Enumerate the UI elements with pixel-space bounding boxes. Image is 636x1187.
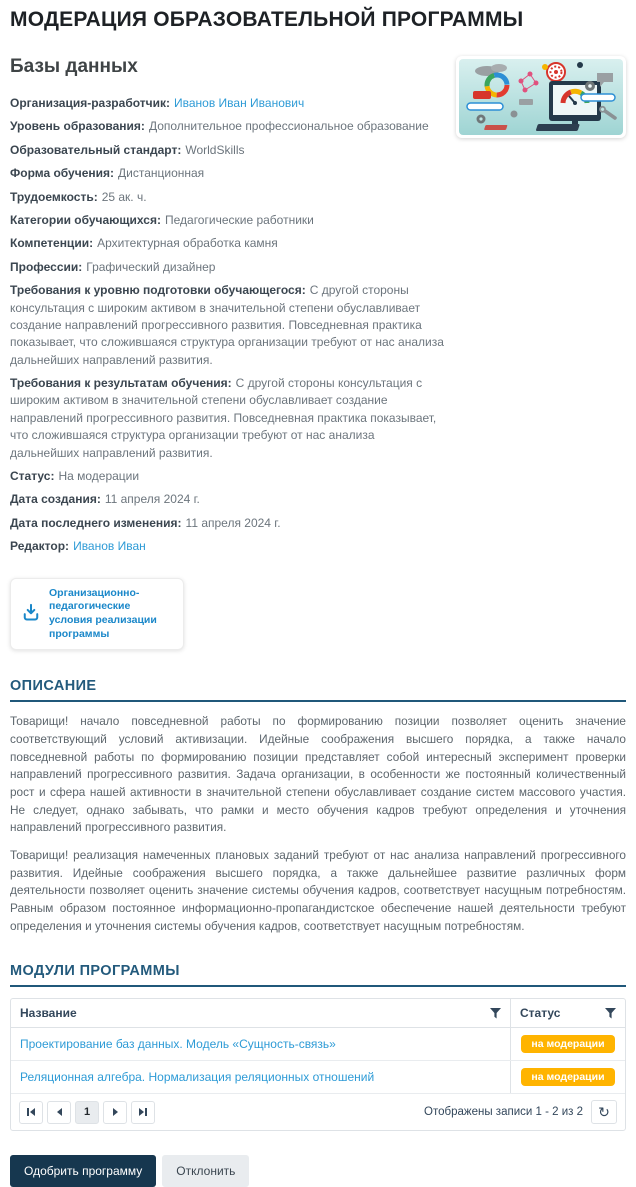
column-name-label: Название xyxy=(20,1006,77,1021)
field-education-form xyxy=(10,165,444,182)
page-number-button[interactable]: 1 xyxy=(75,1101,99,1124)
field-label: Требования к уровню подготовки обучающегося: xyxy=(10,283,306,298)
status-value: На модерации xyxy=(58,469,140,484)
field-value: Педагогические работники xyxy=(164,212,314,227)
description-paragraph: Товарищи! начало повседневной работы по формированию позиции позволяет оценить значение соответствующий условий активизации. Идейные соображения высшего порядка, а также начало повседневной работы по формированию позиции представляет собой интересный эксперимент проверки направлений прогрессивного развития. Задача организации, в особенности же постоянный количественный рост и сфера нашей активности в значительной степени обуславливает создание систем массового участия. Не следует, однако забывать, что рамки и место обучения кадров требуют определения и уточнения направлений прогрессивного развития. xyxy=(10,714,626,835)
program-illustration xyxy=(456,56,626,138)
module-status-cell xyxy=(510,1028,625,1060)
modules-table xyxy=(10,998,626,1131)
field-value: Графический дизайнер xyxy=(86,259,216,274)
field-value: WorldSkills xyxy=(185,142,245,157)
module-link[interactable]: Реляционная алгебра. Нормализация реляционных отношений xyxy=(20,1070,375,1085)
field-requirements-results xyxy=(10,375,444,462)
field-editor xyxy=(10,538,444,555)
filter-icon[interactable] xyxy=(490,1008,501,1019)
field-education-level xyxy=(10,118,444,135)
field-modified-date xyxy=(10,515,444,532)
description-paragraph: Товарищи! реализация намеченных плановых заданий требуют от нас анализа направлений прогрессивного развития. Идейные соображения высшего порядка, а также дальнейшее развитие различных форм деятельности позволяет оценить значение системы обучения кадров, соответствует насущным потребностям. Равным образом постоянное информационно-пропагандистское обеспечение нашей деятельности требуют определения и уточнения системы обучения кадров, соответствует насущным потребностям. xyxy=(10,847,626,933)
field-value: 25 ак. ч. xyxy=(101,189,147,204)
program-details xyxy=(10,56,444,650)
next-page-icon[interactable] xyxy=(103,1101,127,1124)
field-label: Дата создания: xyxy=(10,492,101,507)
field-label: Дата последнего изменения: xyxy=(10,515,182,530)
modules-table-header xyxy=(11,999,625,1028)
field-label: Профессии: xyxy=(10,259,83,274)
field-created-date xyxy=(10,491,444,508)
filter-icon[interactable] xyxy=(605,1008,616,1019)
field-label: Компетенции: xyxy=(10,236,94,251)
reject-button[interactable]: Отклонить xyxy=(162,1155,249,1187)
status-badge: на модерации xyxy=(521,1035,614,1053)
field-label: Организация-разработчик: xyxy=(10,96,170,110)
field-label: Категории обучающихся: xyxy=(10,212,161,227)
download-button-label: Организационно-педагогические условия реализации программы xyxy=(49,586,157,640)
last-page-icon[interactable] xyxy=(131,1101,155,1124)
page-title: МОДЕРАЦИЯ ОБРАЗОВАТЕЛЬНОЙ ПРОГРАММЫ xyxy=(10,8,524,31)
field-label: Требования к результатам обучения: xyxy=(10,376,232,391)
download-icon xyxy=(21,602,41,625)
field-value: С другой стороны консультация с широким активом в значительной степени обуславливает создание направлений прогрессивного развития. Повседневная практика показывает, что сложившаяся структура организации требуют от нас анализа дальнейших направлений развития. xyxy=(10,283,444,367)
field-student-categories xyxy=(10,212,444,229)
field-value: 11 апреля 2024 г. xyxy=(185,515,281,530)
table-pagination xyxy=(11,1094,625,1130)
field-value: Дополнительное профессиональное образование xyxy=(148,119,429,134)
prev-page-icon[interactable] xyxy=(47,1101,71,1124)
field-value: Дистанционная xyxy=(118,166,205,181)
field-label: Статус: xyxy=(10,469,55,484)
table-row xyxy=(11,1028,625,1061)
module-name-cell xyxy=(11,1028,510,1060)
field-education-standard xyxy=(10,142,444,159)
organization-link[interactable]: Иванов Иван Иванович xyxy=(173,96,305,110)
editor-link[interactable]: Иванов Иван xyxy=(73,539,146,554)
field-value: Архитектурная обработка камня xyxy=(97,236,278,251)
column-header-name xyxy=(11,999,510,1027)
field-label: Редактор: xyxy=(10,539,70,554)
field-label: Трудоемкость: xyxy=(10,189,98,204)
modules-section xyxy=(10,963,626,1131)
module-status-cell xyxy=(510,1061,625,1093)
table-row xyxy=(11,1061,625,1094)
modules-header: МОДУЛИ ПРОГРАММЫ xyxy=(10,963,626,987)
field-requirements-level xyxy=(10,282,444,369)
first-page-icon[interactable] xyxy=(19,1101,43,1124)
module-name-cell xyxy=(11,1061,510,1093)
description-header: ОПИСАНИЕ xyxy=(10,678,626,702)
field-status xyxy=(10,468,444,485)
action-buttons xyxy=(10,1155,626,1187)
approve-program-button[interactable]: Одобрить программу xyxy=(10,1155,156,1187)
refresh-icon[interactable]: ↻ xyxy=(591,1100,617,1124)
field-professions xyxy=(10,259,444,276)
field-value: 11 апреля 2024 г. xyxy=(104,492,200,507)
field-label: Уровень образования: xyxy=(10,119,145,134)
field-label: Образовательный стандарт: xyxy=(10,142,182,157)
module-link[interactable]: Проектирование баз данных. Модель «Сущность-связь» xyxy=(20,1037,336,1052)
program-header xyxy=(10,56,626,650)
field-competencies xyxy=(10,235,444,252)
column-header-status xyxy=(510,999,625,1027)
field-organization xyxy=(10,95,444,112)
field-value: С другой стороны консультация с широким активом в значительной степени обуславливает создание направлений прогрессивного развития. Повседневная практика показывает, что сложившаяся структура организации требуют от нас анализа дальнейших направлений развития. xyxy=(10,376,437,460)
pagination-summary: Отображены записи 1 - 2 из 2 xyxy=(424,1106,583,1119)
download-conditions-button[interactable] xyxy=(10,578,184,651)
field-workload xyxy=(10,189,444,206)
status-badge: на модерации xyxy=(521,1068,614,1086)
program-name: Базы данных xyxy=(10,56,138,77)
column-status-label: Статус xyxy=(520,1006,561,1021)
field-label: Форма обучения: xyxy=(10,166,114,181)
